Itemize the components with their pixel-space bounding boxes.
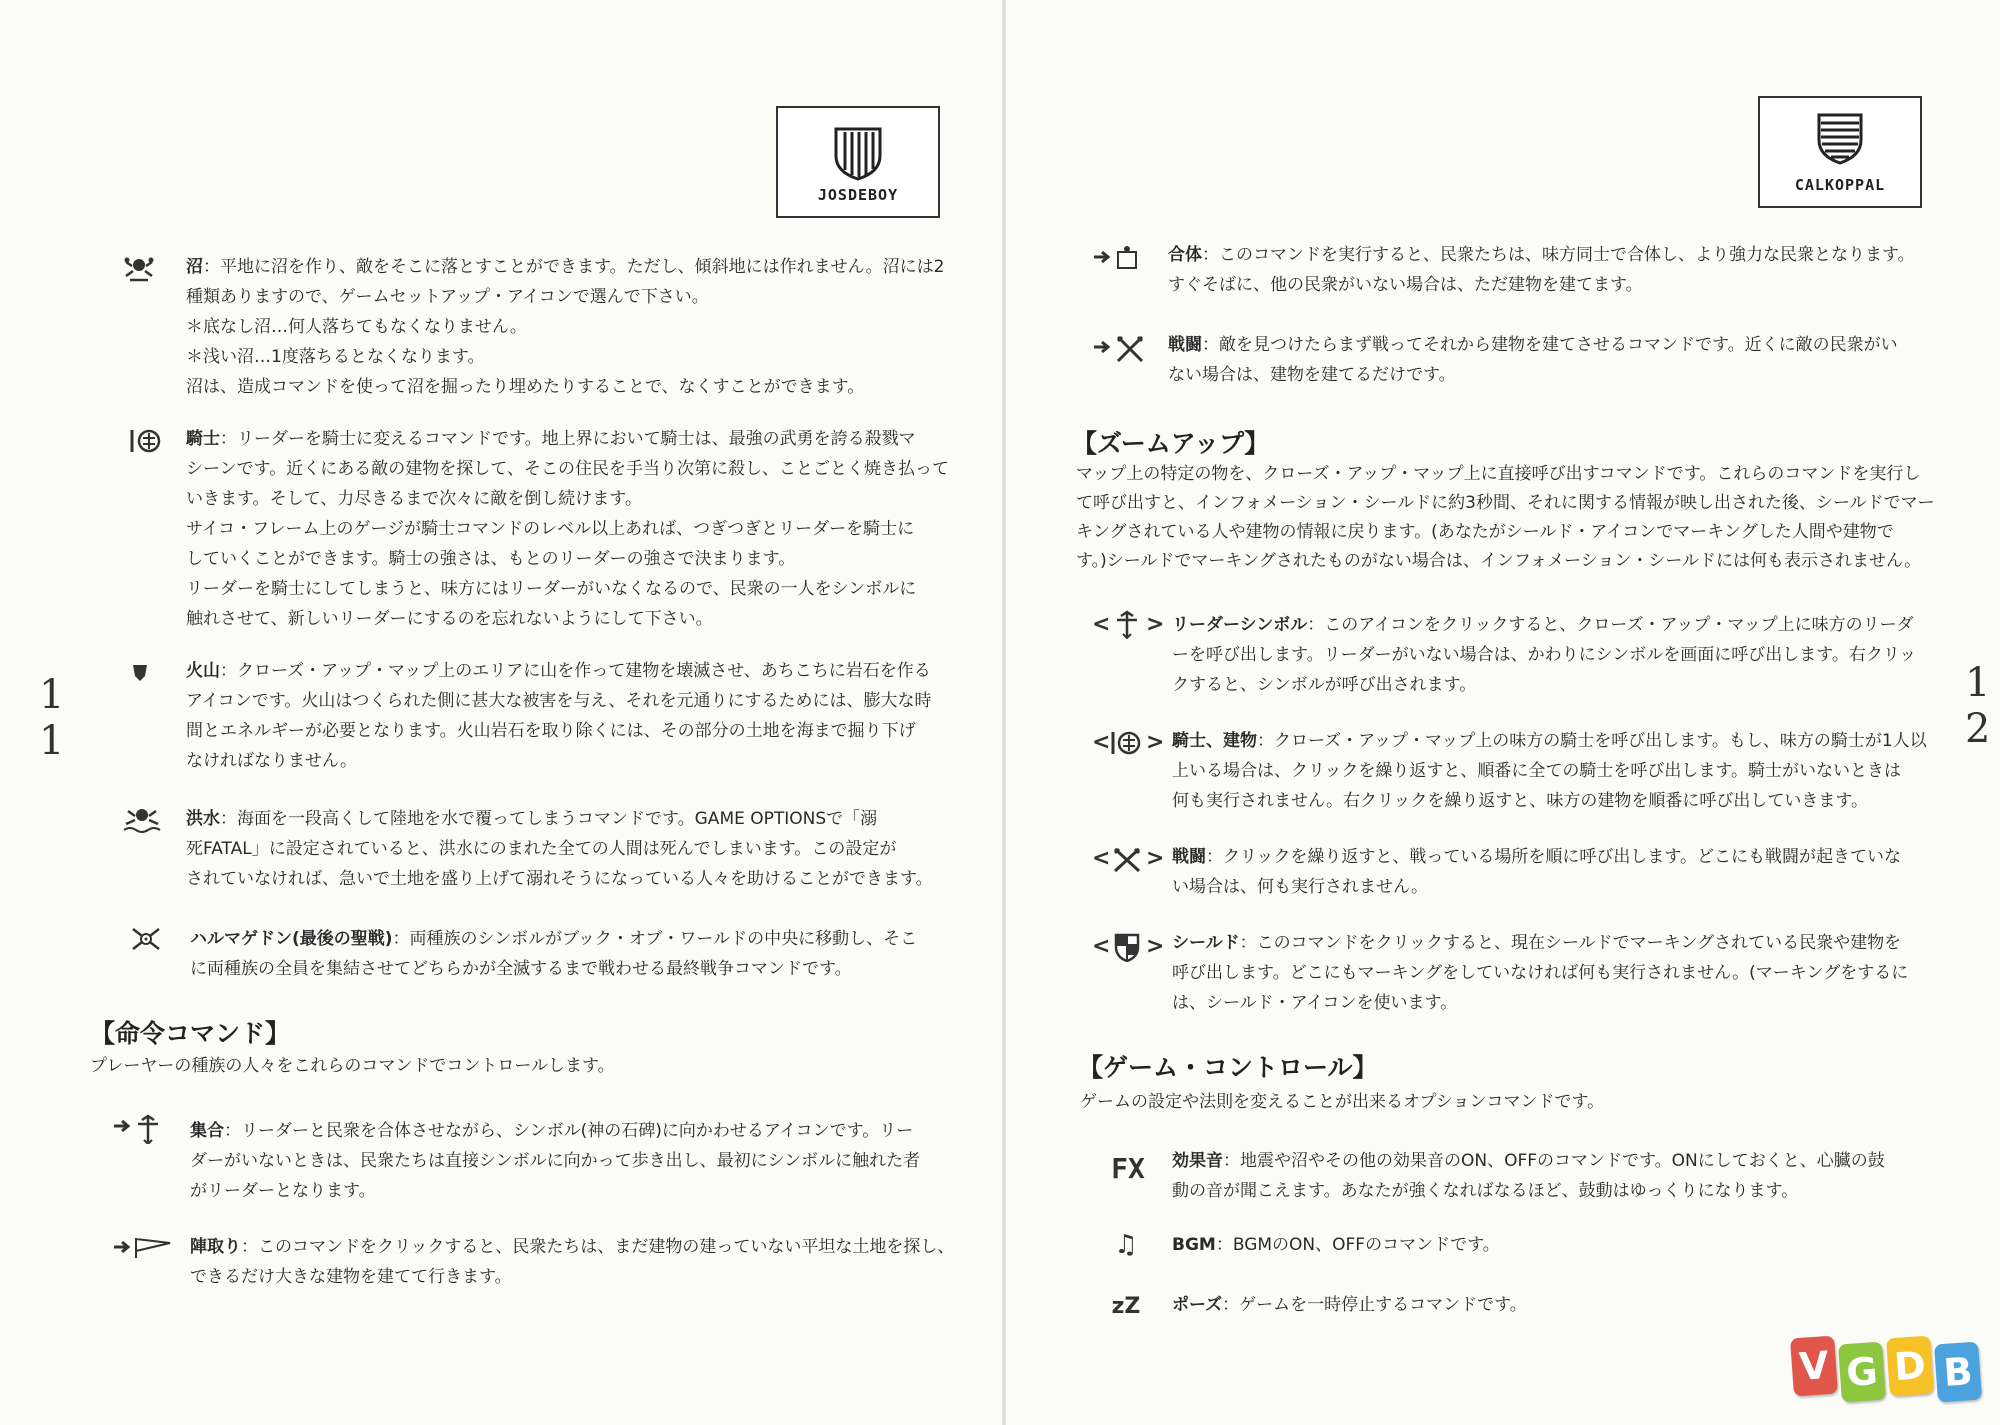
settle-icon xyxy=(112,1234,174,1260)
calkoppal-logo xyxy=(1758,96,1922,208)
volcano-icon xyxy=(130,662,154,684)
entry-line: ：このアイコンをクリックすると、クローズ・アップ・マップ上に味方のリーダ xyxy=(1307,615,1914,635)
section-heading-zoom: 【ズームアップ】 xyxy=(1072,429,1270,458)
intro-line: キングされている人や建物の情報に戻ります。(あなたがシールド・アイコンでマーキングした人間や建物で xyxy=(1076,522,1894,542)
entry-title: 洪水 xyxy=(186,809,220,829)
entry-line: いきます。そして、力尽きるまで次々に敵を倒し続けます。 xyxy=(186,489,642,509)
pause-icon[interactable]: zZ xyxy=(1111,1294,1141,1319)
bracket-open: < xyxy=(1092,934,1111,959)
page-number xyxy=(30,672,70,764)
entry-line: 間とエネルギーが必要となります。火山岩石を取り除くには、その部分の土地を海まで掘り下げ xyxy=(186,721,916,741)
bracket-open: < xyxy=(1092,846,1111,871)
watermark-letter: G xyxy=(1838,1342,1886,1403)
command-settle xyxy=(190,1232,970,1292)
entry-line: すぐそばに、他の民衆がいない場合は、ただ建物を建てます。 xyxy=(1168,275,1643,295)
merge-icon xyxy=(1092,244,1144,270)
entry-line: 死FATAL」に設定されていると、洪水にのまれた全ての人間は死んでしまいます。この設定が xyxy=(186,839,897,859)
striped-shield-icon xyxy=(1816,112,1864,166)
entry-title: 騎士、建物 xyxy=(1172,731,1257,751)
right-page xyxy=(1006,0,2000,1425)
entry-line: なければなりません。 xyxy=(186,751,358,771)
entry-line: ーを呼び出します。リーダーがいない場合は、かわりにシンボルを画面に呼び出します。右クリッ xyxy=(1172,645,1917,665)
entry-line: ：クローズ・アップ・マップ上のエリアに山を作って建物を壊滅させ、あちこちに岩石を作る xyxy=(220,661,931,681)
intro-line: す。)シールドでマーキングされたものがない場合は、インフォメーション・シールドには何も表示されません。 xyxy=(1076,551,1922,571)
entry-line: ：このコマンドをクリックすると、民衆たちは、まだ建物の建っていない平坦な土地を探し、 xyxy=(241,1237,955,1257)
zoom-leader-symbol xyxy=(1172,610,1972,700)
entry-line: ：敵を見つけたらまず戦ってそれから建物を建てさせるコマンドです。近くに敵の民衆がい xyxy=(1202,335,1898,355)
watermark-letter: V xyxy=(1790,1336,1838,1397)
watermark-letter: B xyxy=(1934,1342,1982,1403)
control-sound-fx xyxy=(1172,1146,1972,1206)
armageddon-icon xyxy=(130,926,164,952)
entry-line: ：地震や沼やその他の効果音のON、OFFのコマンドです。ONにしておくと、心臓の鼓 xyxy=(1223,1151,1885,1171)
knight-icon xyxy=(128,428,162,454)
section-heading-commands: 【命令コマンド】 xyxy=(90,1019,291,1048)
entry-swamp xyxy=(186,252,966,402)
entry-knight xyxy=(186,424,966,634)
logo-caption: CALKOPPAL xyxy=(1794,176,1886,194)
zoom-shield xyxy=(1172,928,1972,1018)
bracket-open: < xyxy=(1092,612,1111,637)
entry-line: ：BGMのON、OFFのコマンドです。 xyxy=(1215,1235,1500,1255)
page-number-digits: 11 xyxy=(39,672,65,764)
striped-shield-icon xyxy=(833,126,883,182)
entry-title: 戦闘 xyxy=(1168,335,1202,355)
bracket-close: > xyxy=(1146,934,1165,959)
entry-line: ＊底なし沼…何人落ちてもなくなりません。 xyxy=(186,317,527,337)
page-number-digits: 12 xyxy=(1965,660,1991,752)
entry-title: ポーズ xyxy=(1172,1295,1223,1315)
entry-title: 戦闘 xyxy=(1172,847,1206,867)
entry-title: ハルマゲドン(最後の聖戦) xyxy=(190,929,393,949)
watermark-letter: D xyxy=(1886,1336,1934,1397)
control-pause xyxy=(1172,1290,1972,1320)
entry-line: 種類ありますので、ゲームセットアップ・アイコンで選んで下さい。 xyxy=(186,287,709,307)
entry-title: 合体 xyxy=(1168,245,1202,265)
entry-line: ：両種族のシンボルがブック・オブ・ワールドの中央に移動し、そこ xyxy=(392,929,918,949)
intro-line: マップ上の特定の物を、クローズ・アップ・マップ上に直接呼び出すコマンドです。これらのコマンドを実行し xyxy=(1076,464,1921,484)
entry-title: 陣取り xyxy=(190,1237,241,1257)
entry-line: ：ゲームを一時停止するコマンドです。 xyxy=(1222,1295,1527,1315)
logo-caption: JOSDEBOY xyxy=(817,186,899,204)
entry-line: ＊浅い沼…1度落ちるとなくなります。 xyxy=(186,347,485,367)
entry-line: ：クリックを繰り返すと、戦っている場所を順に呼び出します。どこにも戦闘が起きていな xyxy=(1206,847,1901,867)
entry-title: 沼 xyxy=(186,257,203,277)
entry-line: は、シールド・アイコンを使います。 xyxy=(1172,993,1458,1013)
entry-line: がリーダーとなります。 xyxy=(190,1181,376,1201)
entry-flood xyxy=(186,804,966,894)
bracket-close: > xyxy=(1146,846,1165,871)
entry-line: に両種族の全員を集結させてどちらかが全滅するまで戦わせる最終戦争コマンドです。 xyxy=(190,959,852,979)
command-gather xyxy=(190,1116,970,1206)
entry-line: リーダーを騎士にしてしまうと、味方にはリーダーがいなくなるので、民衆の一人をシンボルに xyxy=(186,579,917,599)
entry-line: い場合は、何も実行されません。 xyxy=(1172,877,1429,897)
entry-line: ダーがいないときは、民衆たちは直接シンボルに向かって歩き出し、最初にシンボルに触れた者 xyxy=(190,1151,921,1171)
music-icon[interactable]: ♫ xyxy=(1114,1230,1138,1260)
entry-line: 上いる場合は、クリックを繰り返すと、順番に全ての騎士を呼び出します。騎士がいないときは xyxy=(1172,761,1901,781)
vgdb-watermark xyxy=(1792,1333,1992,1403)
battle-icon xyxy=(1092,334,1150,364)
entry-line: シーンです。近くにある敵の建物を探して、そこの住民を手当り次第に殺し、ことごとく焼き払って xyxy=(186,459,949,479)
command-battle xyxy=(1168,330,1968,390)
entry-title: 集合 xyxy=(190,1121,224,1141)
intro-line: て呼び出すと、インフォメーション・シールドに約3秒間、それに関する情報が映し出された後、シールドでマー xyxy=(1076,493,1935,513)
entry-line: できるだけ大きな建物を建てて行きます。 xyxy=(190,1267,512,1287)
bracket-close: > xyxy=(1146,730,1165,755)
entry-line: ：リーダーを騎士に変えるコマンドです。地上界において騎士は、最強の武勇を誇る殺戮マ xyxy=(220,429,916,449)
entry-title: シールド xyxy=(1172,933,1240,953)
zoom-intro xyxy=(1076,460,1976,576)
entry-title: 火山 xyxy=(186,661,220,681)
section-heading-game-control: 【ゲーム・コントロール】 xyxy=(1078,1053,1378,1082)
entry-line: ：クローズ・アップ・マップ上の味方の騎士を呼び出します。もし、味方の騎士が1人以 xyxy=(1257,731,1927,751)
entry-line: していくことができます。騎士の強さは、もとのリーダーの強さで決まります。 xyxy=(186,549,796,569)
entry-line: ない場合は、建物を建てるだけです。 xyxy=(1168,365,1456,385)
entry-line: 沼は、造成コマンドを使って沼を掘ったり埋めたりすることで、なくすことができます。 xyxy=(186,377,865,397)
entry-line: サイコ・フレーム上のゲージが騎士コマンドのレベル以上あれば、つぎつぎとリーダーを騎士に xyxy=(186,519,915,539)
flood-icon xyxy=(122,804,162,834)
entry-line: アイコンです。火山はつくられた側に甚大な被害を与え、それを元通りにするためには、膨大な時 xyxy=(186,691,932,711)
entry-line: ：平地に沼を作り、敵をそこに落とすことができます。ただし、傾斜地には作れません。沼には2 xyxy=(203,257,945,277)
swamp-icon xyxy=(122,254,156,282)
fx-icon[interactable]: FX xyxy=(1111,1152,1145,1185)
entry-armageddon xyxy=(190,924,970,984)
entry-title: BGM xyxy=(1172,1235,1216,1255)
entry-volcano xyxy=(186,656,966,776)
control-intro: ゲームの設定や法則を変えることが出来るオプションコマンドです。 xyxy=(1080,1092,1605,1112)
control-bgm xyxy=(1172,1230,1972,1260)
gather-icon xyxy=(112,1114,168,1144)
entry-line: ：海面を一段高くして陸地を水で覆ってしまうコマンドです。GAME OPTIONSで「溺 xyxy=(220,809,878,829)
entry-title: 効果音 xyxy=(1172,1151,1223,1171)
entry-line: されていなければ、急いで土地を盛り上げて溺れそうになっている人々を助けることができます。 xyxy=(186,869,933,889)
zoom-battle xyxy=(1172,842,1972,902)
bracket-open: < xyxy=(1092,730,1111,755)
entry-line: クすると、シンボルが呼び出されます。 xyxy=(1172,675,1477,695)
bracket-close: > xyxy=(1146,612,1165,637)
section-intro: プレーヤーの種族の人々をこれらのコマンドでコントロールします。 xyxy=(90,1056,615,1076)
entry-line: 触れさせて、新しいリーダーにするのを忘れないようにして下さい。 xyxy=(186,609,713,629)
entry-line: 呼び出します。どこにもマーキングをしていなければ何も実行されません。(マーキングをするに xyxy=(1172,963,1909,983)
entry-line: ：リーダーと民衆を合体させながら、シンボル(神の石碑)に向かわせるアイコンです。リー xyxy=(224,1121,914,1141)
command-merge xyxy=(1168,240,1968,300)
entry-title: リーダーシンボル xyxy=(1172,615,1308,635)
entry-title: 騎士 xyxy=(186,429,220,449)
josdeboy-logo xyxy=(776,106,940,218)
zoom-knight-building xyxy=(1172,726,1972,816)
entry-line: 何も実行されません。右クリックを繰り返すと、味方の建物を順番に呼び出していきます。 xyxy=(1172,791,1868,811)
entry-line: ：このコマンドをクリックすると、現在シールドでマーキングされている民衆や建物を xyxy=(1239,933,1902,953)
entry-line: 動の音が聞こえます。あなたが強くなればなるほど、鼓動はゆっくりになります。 xyxy=(1172,1181,1799,1201)
entry-line: ：このコマンドを実行すると、民衆たちは、味方同士で合体し、より強力な民衆となります。 xyxy=(1202,245,1915,265)
